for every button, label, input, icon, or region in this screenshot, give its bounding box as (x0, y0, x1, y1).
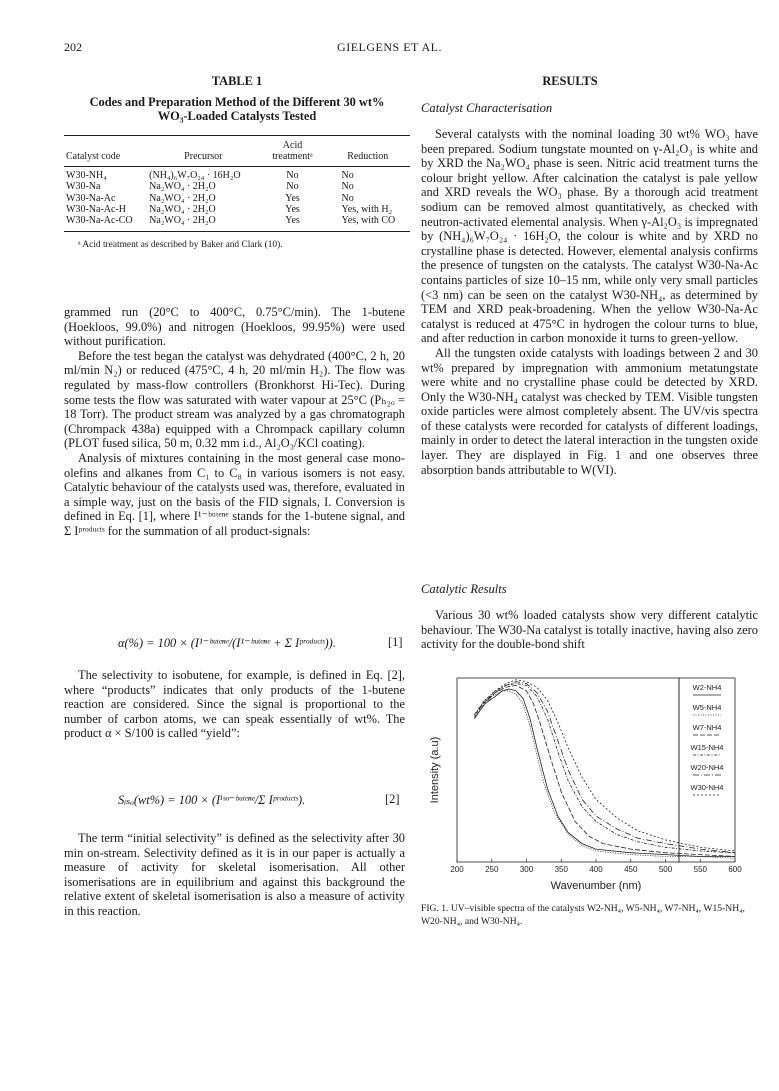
table-row (64, 166, 410, 181)
table-cell: Na₂WO₄ · 2H₂O (149, 181, 216, 193)
table-cell: Yes (260, 215, 326, 231)
table-cell: Yes (285, 204, 300, 216)
table-row (64, 193, 410, 204)
series-line-w5-nh4 (474, 691, 735, 858)
subsection-heading: Catalyst Characterisation (421, 101, 553, 115)
left-text-upper (64, 305, 405, 539)
left-text-middle (64, 668, 405, 741)
table-header-cell: Reduction (326, 140, 410, 166)
uv-vis-chart (412, 670, 762, 900)
paragraph: grammed run (20°C to 400°C, 0.75°C/min). The 1-butene (Hoekloos, 99.0%) and nitrogen (Hoekloos, 99.95%) were used without purification. (64, 305, 405, 349)
table-cell: W30-Na (66, 181, 101, 193)
paragraph: Before the test began the catalyst was dehydrated (400°C, 2 h, 20 ml/min N₂) or reduced (475°C, 4 h, 20 ml/min H₂). The flow was regulated by mass-flow controllers (Bronkhorst Hi-Tec). During some tests the flow was saturated with water vapour at 25°C (Pₕ₂ₒ = 18 Torr). The product stream was analyzed by a gas chromatograph (Chrompack 438a) equipped with a Chrompack capillary column (PLOT fused silica, 50 m, 0.32 mm i.d., Al₂O₃/KCl coating). (64, 348, 405, 451)
legend-label: W20-NH4 (690, 763, 724, 772)
x-axis-label: Wavenumber (nm) (550, 880, 642, 892)
x-tick-label: 500 (658, 865, 673, 874)
x-tick-label: 600 (728, 865, 742, 874)
legend-label: W2-NH4 (692, 683, 722, 692)
table-cell: W30-NH₄ (66, 169, 107, 181)
table-cell: Na₂WO₄ · 2H₂O (147, 215, 259, 231)
paragraph: The term “initial selectivity” is defined as the selectivity after 30 min on-stream. Selectivity defined as it is in our paper is actually a measure of activity for skeletal isomerisation. All other isomerisations are in equilibrium and against this background the relative extent of skeletal isomerisation is also a measure of activity in this reaction. (64, 831, 405, 918)
x-tick-label: 550 (693, 865, 707, 874)
equation-2-number: [2] (385, 792, 400, 806)
table-cell: No (341, 192, 354, 204)
running-title: GIELGENS ET AL. (337, 40, 442, 54)
table-row (64, 215, 410, 231)
left-text-lower (64, 831, 405, 919)
paragraph: All the tungsten oxide catalysts with loadings between 2 and 30 wt% prepared by impregnation with ammonium metatungstate were white and no crystalline phase could be detected by XRD. Only the W30-NH₄ catalyst was checked by TEM. Visible tungsten oxide particles were almost completely absent. The UV/vis spectra of these catalysts were recorded for catalysts of different loadings, mainly in order to detect the lateral interaction in the tungsten oxide layer. They are displayed in Fig. 1 and one observes three absorption bands attributable to W(VI). (421, 345, 758, 477)
x-tick-label: 350 (554, 865, 568, 874)
subsection-heading: Catalytic Results (421, 582, 507, 596)
table-header-cell: Precursor (147, 140, 259, 166)
right-text-upper (421, 127, 758, 477)
table-cell: No (341, 169, 354, 181)
table-header-cell: Acid treatmentᵃ (260, 140, 326, 166)
table-cell: Yes, with H₂ (341, 204, 393, 216)
table-row (64, 204, 410, 215)
table-cell: Na₂WO₄ · 2H₂O (149, 192, 216, 204)
table-header-cell: Catalyst code (64, 140, 147, 166)
right-text-lower (421, 608, 758, 652)
page-number: 202 (64, 40, 82, 54)
table-cell: No (286, 169, 299, 181)
paragraph: Several catalysts with the nominal loading 30 wt% WO₃ have been prepared. Sodium tungstate mounted on γ-Al₂O₃ is white and by XRD the Na₂WO₄ phase is seen. Nitric acid treatment turns the colour bright yellow. After calcination the catalyst is pale yellow and XRD reveals the WO₃ phase. By a thorough acid treatment sodium can be removed almost quantitatively, as checked with neutron-activated elemental analysis. When γ-Al₂O₃ is impregnated by (NH₄)₆W₇O₂₄ · 16H₂O, the colour is white and by XRD no crystalline phase is detected. However, elemental analysis confirms the presence of tungsten on the catalysts. The catalyst W30-Na-Ac contains particles of size 10–15 nm, while only very small particles (<3 nm) can be seen on the catalyst W30-NH₄, as determined by TEM and XRD peak-broadening. When the yellow W30-Na-Ac catalyst is reduced at 475°C in hydrogen the colour turns to blue, and after reduction in carbon monoxide it turns to green-yellow. (421, 127, 758, 346)
table-cell: Yes (285, 192, 300, 204)
table-cell: W30-Na-Ac (66, 192, 116, 204)
table-cell: W30-Na-Ac-CO (64, 215, 147, 231)
y-axis-label: Intensity (a.u) (429, 736, 441, 804)
table-cell: Yes, with CO (326, 215, 410, 231)
x-tick-label: 450 (624, 865, 638, 874)
legend-label: W7-NH4 (692, 723, 722, 732)
legend-label: W30-NH4 (690, 783, 724, 792)
table-cell: No (286, 181, 299, 193)
x-tick-label: 200 (450, 865, 464, 874)
legend-label: W15-NH4 (690, 743, 724, 752)
x-tick-label: 300 (519, 865, 534, 874)
equation-2: Sᵢₛₒ(wt%) = 100 × (Iⁱˢᵒ⁻ᵇᵘᵗᵉⁿᵉ/Σ Iᵖʳᵒᵈᵘᶜᵗˢ). (118, 793, 306, 807)
x-tick-label: 250 (485, 865, 499, 874)
table-block (64, 74, 410, 250)
table-title: Codes and Preparation Method of the Different 30 wt% WO₃-Loaded Catalysts Tested (89, 95, 385, 123)
table-row (64, 181, 410, 192)
table-footnote: ᵃ Acid treatment as described by Baker and Clark (10). (78, 239, 283, 250)
table-cell: (NH₄)₆W₇O₂₄ · 16H₂O (149, 169, 241, 181)
x-tick-label: 400 (589, 865, 603, 874)
catalyst-table (64, 135, 410, 232)
table-cell: W30-Na-Ac-H (66, 204, 126, 216)
equation-1: α(%) = 100 × (I¹⁻ᵇᵘᵗᵉⁿᵉ/(I¹⁻ᵇᵘᵗᵉⁿᵉ + Σ Iᵖʳᵒᵈᵘᶜᵗˢ)). (118, 636, 336, 650)
figure-caption: FIG. 1. UV–visible spectra of the catalysts W2-NH₄, W5-NH₄, W7-NH₄, W15-NH₄, W20-NH₄, and W30-NH₄. (421, 903, 745, 927)
equation-1-number: [1] (388, 635, 403, 649)
table-cell: Na₂WO₄ · 2H₂O (149, 204, 216, 216)
table-cell: No (341, 181, 354, 193)
table-label: TABLE 1 (211, 74, 263, 88)
paragraph: Analysis of mixtures containing in the most general case mono-olefins and alkanes from C₁ to C₈ in various isomers is not easy. Catalytic behaviour of the catalysts used was, therefore, evaluated in a simple way, just on the basis of the FID signals, I. Conversion is defined in Eq. [1], where I¹⁻ᵇᵘᵗᵉⁿᵉ stands for the 1-butene signal, and Σ Iᵖʳᵒᵈᵘᶜᵗˢ for the summation of all product-signals: (64, 450, 405, 538)
paragraph: Various 30 wt% loaded catalysts show very different catalytic behaviour. The W30-Na catalyst is totally inactive, having also zero activity for the double-bond shift (421, 608, 758, 652)
series-line-w2-nh4 (474, 689, 735, 857)
results-heading: RESULTS (542, 74, 598, 88)
legend-label: W5-NH4 (692, 703, 722, 712)
paragraph: The selectivity to isobutene, for example, is defined in Eq. [2], where “products” indicates that only products of the 1-butene reaction are considered. Since the signal is proportional to the number of carbon atoms, we can speak essentially of wt%. The product α × S/100 is called “yield”: (64, 668, 405, 741)
